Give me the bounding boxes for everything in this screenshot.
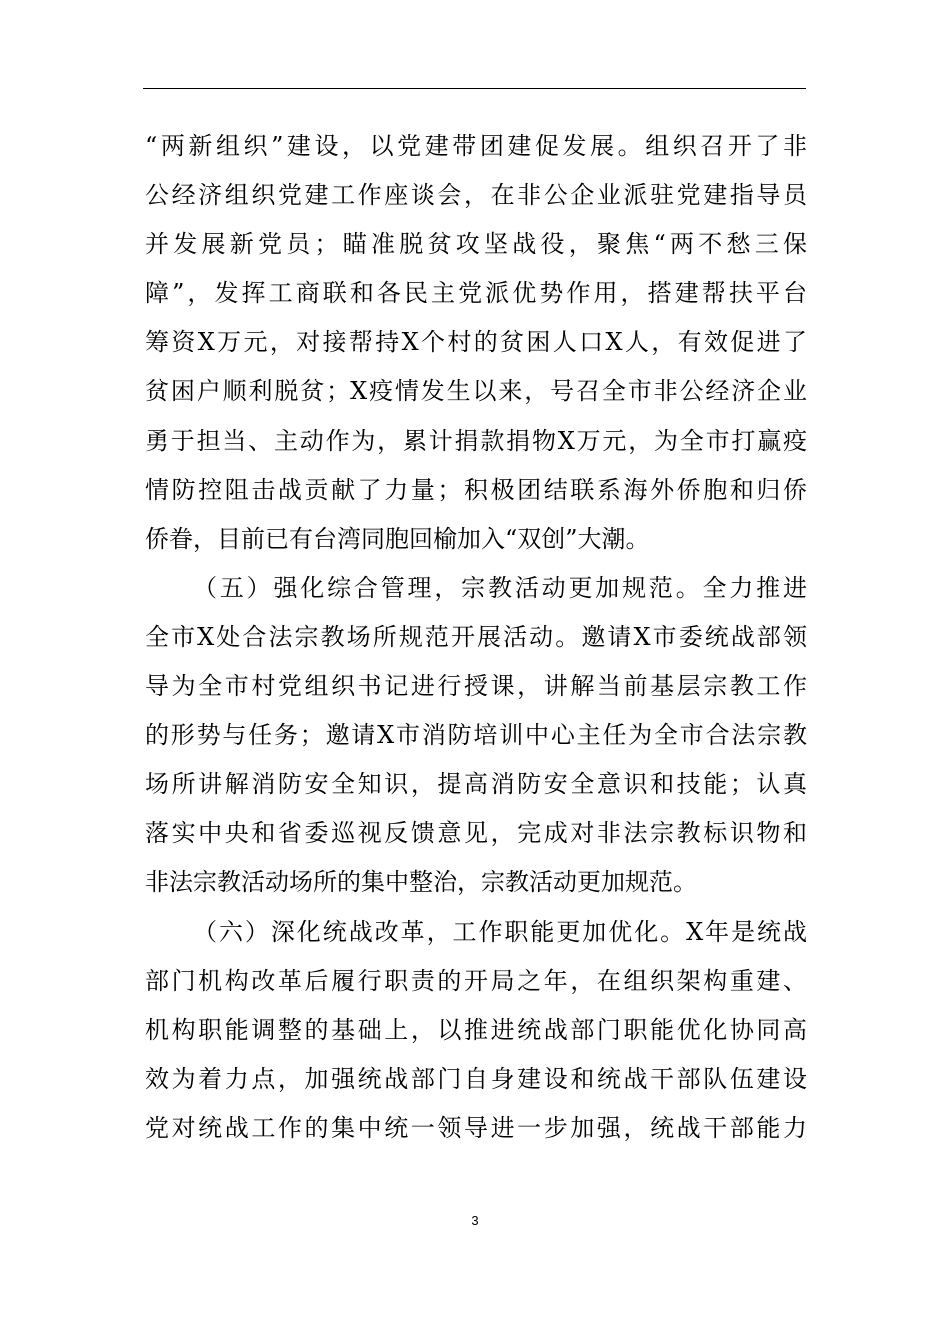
- header-rule: [143, 88, 806, 89]
- text-line: 情防控阻击战贡献了力量；积极团结联系海外侨胞和归侨: [145, 475, 807, 504]
- text-line: 筹资X万元，对接帮持X个村的贫困人口X人，有效促进了: [145, 328, 807, 357]
- paragraph-united-front-reform: [145, 908, 807, 1153]
- paragraph-two-new-organizations: [145, 122, 807, 564]
- text-line: “两新组织”建设，以党建带团建促发展。组织召开了非: [145, 132, 807, 160]
- text-line: 并发展新党员；瞄准脱贫攻坚战役，聚焦“两不愁三保: [145, 230, 807, 259]
- page-number: 3: [471, 1213, 479, 1228]
- text-line: 场所讲解消防安全知识，提高消防安全意识和技能；认真: [145, 770, 807, 799]
- section-heading-line: （六）深化统战改革，工作职能更加优化。X年是统战: [193, 917, 807, 946]
- document-body: [145, 122, 807, 1153]
- text-line: 公经济组织党建工作座谈会，在非公企业派驻党建指导员: [145, 181, 807, 210]
- section-heading-line: （五）强化综合管理，宗教活动更加规范。全力推进: [193, 573, 807, 602]
- text-line: 侨眷，目前已有台湾同胞回榆加入“双创”大潮。: [145, 524, 650, 553]
- text-line: 全市X处合法宗教场所规范开展活动。邀请X市委统战部领: [145, 622, 807, 651]
- text-line: 障”，发挥工商联和各民主党派优势作用，搭建帮扶平台: [145, 279, 807, 308]
- text-line: 非法宗教活动场所的集中整治，宗教活动更加规范。: [145, 868, 697, 897]
- text-line: 部门机构改革后履行职责的开局之年，在组织架构重建、: [145, 966, 807, 995]
- text-line: 的形势与任务；邀请X市消防培训中心主任为全市合法宗教: [145, 721, 807, 750]
- text-line: 落实中央和省委巡视反馈意见，完成对非法宗教标识物和: [145, 819, 807, 848]
- text-line: 效为着力点，加强统战部门自身建设和统战干部队伍建设: [145, 1064, 807, 1093]
- text-line: 贫困户顺利脱贫；X疫情发生以来，号召全市非公经济企业: [145, 377, 807, 406]
- paragraph-religious-management: [145, 564, 807, 908]
- text-line: 勇于担当、主动作为，累计捐款捐物X万元，为全市打赢疫: [145, 426, 807, 455]
- text-line: 导为全市村党组织书记进行授课，讲解当前基层宗教工作: [145, 672, 807, 701]
- text-line: 党对统战工作的集中统一领导进一步加强，统战干部能力: [145, 1113, 807, 1142]
- text-line: 机构职能调整的基础上，以推进统战部门职能优化协同高: [145, 1015, 807, 1044]
